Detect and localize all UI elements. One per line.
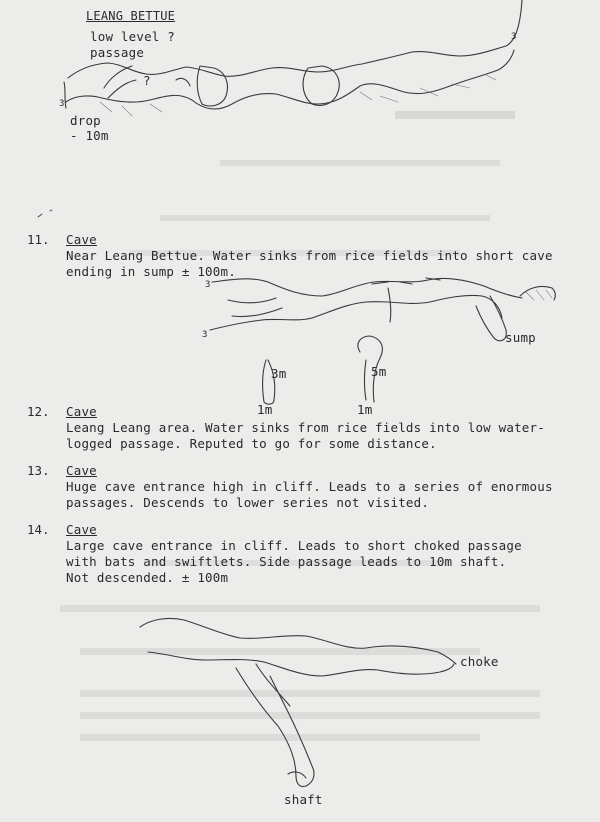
sketch3-label-choke: choke — [460, 654, 499, 669]
item-12-number: 12. — [27, 404, 50, 419]
item-13-line-2: passages. Descends to lower series not visited. — [66, 495, 430, 510]
sketch1-mark-right: 3 — [511, 32, 517, 42]
item-13-number: 13. — [27, 463, 50, 478]
item-13-line-1: Huge cave entrance high in cliff. Leads to a series of enormous — [66, 479, 553, 494]
item-12-line-1: Leang Leang area. Water sinks from rice fields into low water- — [66, 420, 545, 435]
sketch1-hatching — [100, 74, 496, 116]
page-title: LEANG BETTUE — [86, 9, 176, 23]
item-11-number: 11. — [27, 232, 50, 247]
sketch2-mark-a: 3 — [205, 280, 211, 290]
sketch3-label-shaft: shaft — [284, 792, 323, 807]
sketch1-note-drop: drop — [70, 113, 101, 128]
sketch2-label-5m: 5m — [371, 364, 387, 379]
sketch2-label-1m-a: 1m — [257, 402, 273, 417]
item-13-heading: Cave — [66, 463, 97, 478]
item-14-line-2: with bats and swiftlets. Side passage leads to 10m shaft. — [66, 554, 507, 569]
sketch2-hatching — [526, 290, 552, 300]
sketch1-note-low-level: low level ? — [90, 29, 175, 44]
item-11-heading: Cave — [66, 232, 97, 247]
item-12-heading: Cave — [66, 404, 97, 419]
item-14-line-1: Large cave entrance in cliff. Leads to short choked passage — [66, 538, 522, 553]
item-11-line-1: Near Leang Bettue. Water sinks from rice fields into short cave — [66, 248, 553, 263]
sketch2-label-3m: 3m — [271, 366, 287, 381]
item-14-line-3: Not descended. ± 100m — [66, 570, 229, 585]
sketch1-mark-left: 3 — [59, 99, 65, 109]
sketch1-note-passage: passage — [90, 45, 145, 60]
sketch2-mark-b: 3 — [202, 330, 208, 340]
sketch2-label-1m-b: 1m — [357, 402, 373, 417]
sketch1-note-depth: - 10m — [70, 128, 109, 143]
item-14-number: 14. — [27, 522, 50, 537]
sketch2-passage-outline — [210, 278, 555, 404]
item-11-line-2: ending in sump ± 100m. — [66, 264, 236, 279]
item-14-heading: Cave — [66, 522, 97, 537]
margin-marks — [38, 210, 52, 217]
sketch2-label-sump: sump — [505, 330, 536, 345]
item-12-line-2: logged passage. Reputed to go for some distance. — [66, 436, 437, 451]
sketch1-passage-outline — [64, 0, 522, 109]
sketch1-note-question: ? — [143, 73, 151, 88]
sketch3-passage-outline — [140, 618, 456, 786]
